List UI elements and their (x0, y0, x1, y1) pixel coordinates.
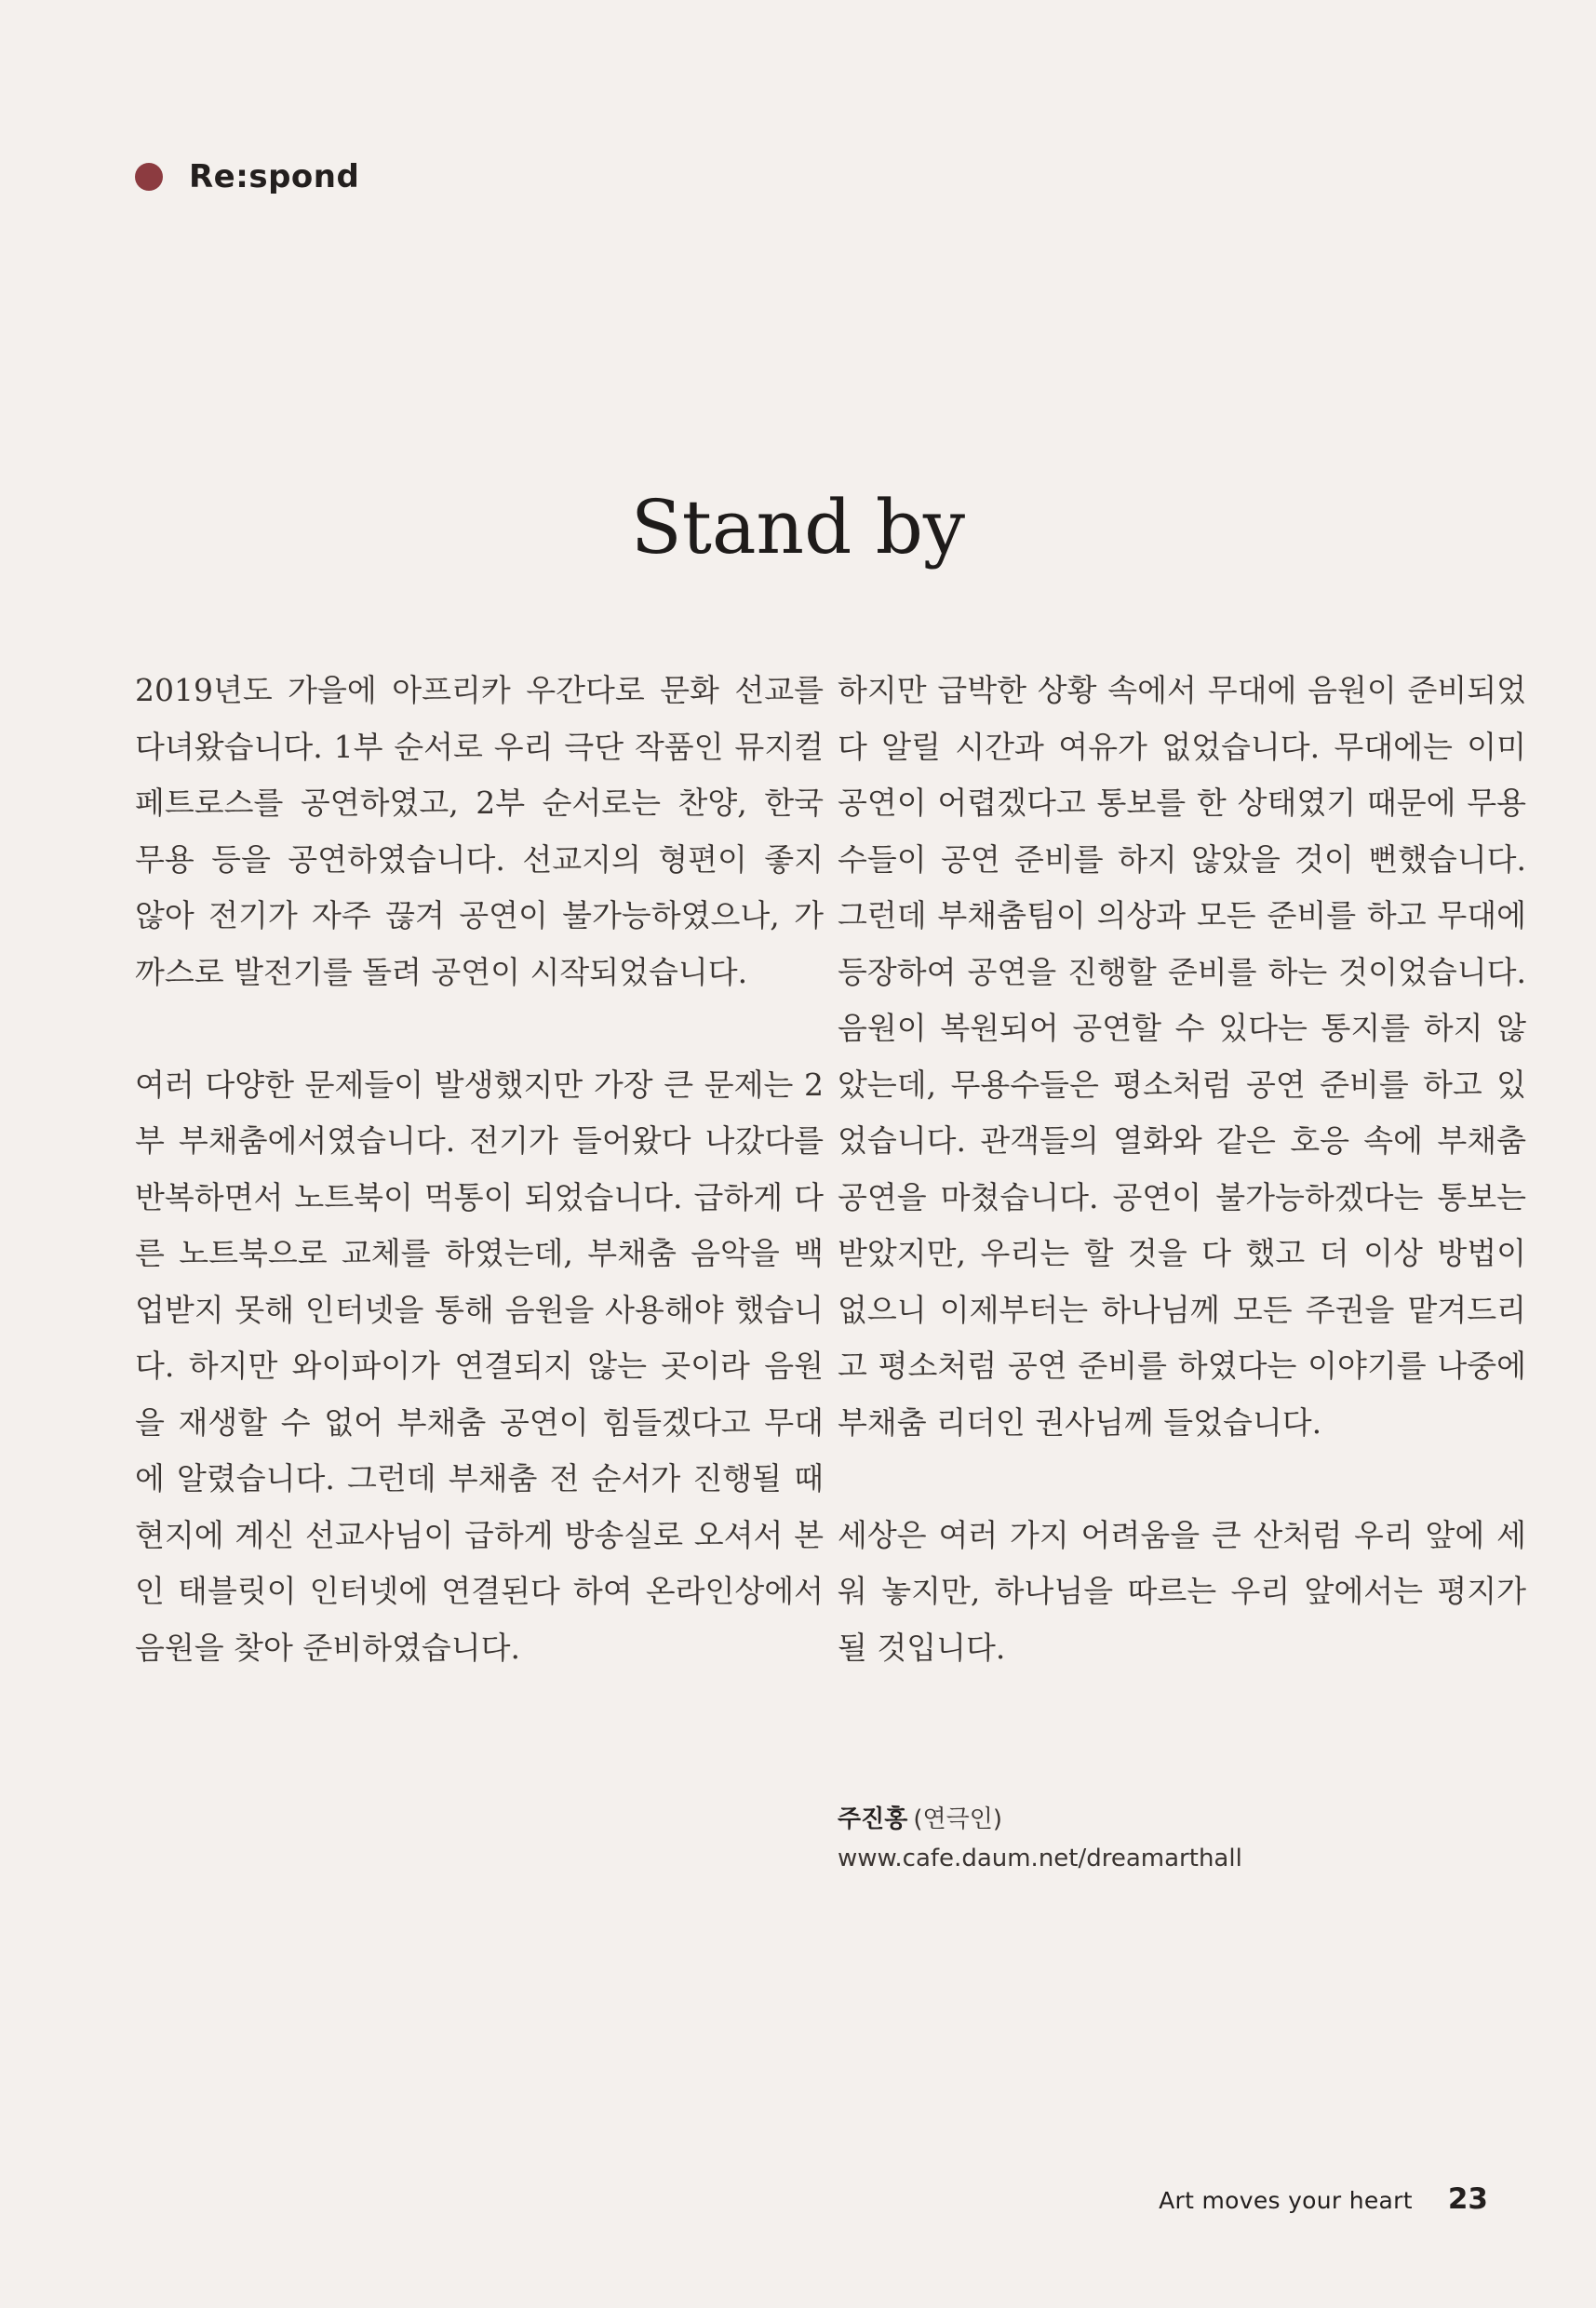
footer-tagline: Art moves your heart (1159, 2187, 1413, 2214)
author-line (838, 1800, 1242, 1839)
author-url[interactable]: www.cafe.daum.net/dreamarthall (838, 1845, 1242, 1872)
section-tag (135, 158, 359, 195)
author-role: (연극인) (913, 1805, 1002, 1833)
paragraph: 하지만 급박한 상황 속에서 무대에 음원이 준비되었다 알릴 시간과 여유가 없었습니다. 무대에는 이미 공연이 어렵겠다고 통보를 한 상태였기 때문에 무용수들이 공연 준비를 하지 않았을 것이 뻔했습니다. 그런데 부채춤팀이 의상과 모든 준비를 하고 무대에 등장하여 공연을 진행할 준비를 하는 것이었습니다. 음원이 복원되어 공연할 수 있다는 통지를 하지 않았는데, 무용수들은 평소처럼 공연 준비를 하고 있었습니다. 관객들의 열화와 같은 호응 속에 부채춤 공연을 마쳤습니다. 공연이 불가능하겠다는 통보는 받았지만, 우리는 할 것을 다 했고 더 이상 방법이 없으니 이제부터는 하나님께 모든 주권을 맡겨드리고 평소처럼 공연 준비를 하였다는 이야기를 나중에 부채춤 리더인 권사님께 들었습니다. (838, 672, 1526, 1441)
author-credit (838, 1800, 1242, 1878)
paragraph: 2019년도 가을에 아프리카 우간다로 문화 선교를 다녀왔습니다. 1부 순서로 우리 극단 작품인 뮤지컬 페트로스를 공연하였고, 2부 순서로는 찬양, 한국 무용 등을 공연하였습니다. 선교지의 형편이 좋지 않아 전기가 자주 끊겨 공연이 불가능하였으나, 가까스로 발전기를 돌려 공연이 시작되었습니다. (135, 672, 824, 990)
paragraph: 여러 다양한 문제들이 발생했지만 가장 큰 문제는 2부 부채춤에서였습니다. 전기가 들어왔다 나갔다를 반복하면서 노트북이 먹통이 되었습니다. 급하게 다른 노트북으로 교체를 하였는데, 부채춤 음악을 백업받지 못해 인터넷을 통해 음원을 사용해야 했습니다. 하지만 와이파이가 연결되지 않는 곳이라 음원을 재생할 수 없어 부채춤 공연이 힘들겠다고 무대에 알렸습니다. 그런데 부채춤 전 순서가 진행될 때 현지에 계신 선교사님이 급하게 방송실로 오셔서 본인 태블릿이 인터넷에 연결된다 하여 온라인상에서 음원을 찾아 준비하였습니다. (135, 1066, 824, 1666)
section-label: Re:spond (189, 158, 360, 195)
page-footer (1159, 2182, 1488, 2216)
page-number: 23 (1447, 2182, 1488, 2216)
bullet-dot-icon (135, 163, 163, 191)
article-title: Stand by (630, 484, 966, 570)
author-name: 주진홍 (838, 1805, 908, 1833)
article-right-column (838, 663, 1526, 1733)
article-left-column (135, 663, 824, 1733)
paragraph: 세상은 여러 가지 어려움을 큰 산처럼 우리 앞에 세워 놓지만, 하나님을 따르는 우리 앞에서는 평지가 될 것입니다. (838, 1516, 1526, 1666)
